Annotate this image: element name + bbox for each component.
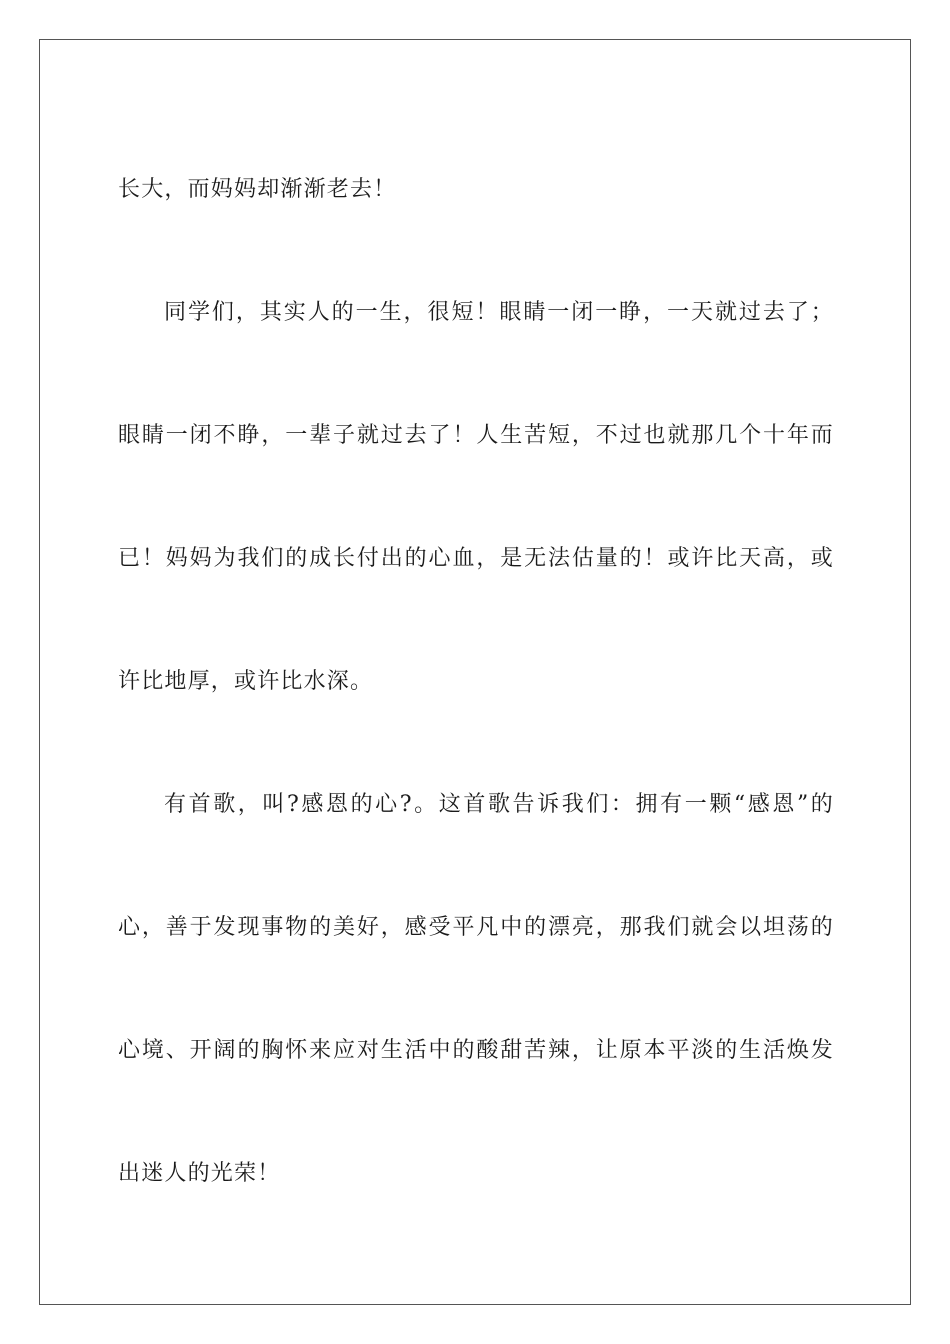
document-body xyxy=(118,128,834,1235)
text-line: 同学们，其实人的一生，很短！眼睛一闭一睁，一天就过去了； xyxy=(164,300,834,325)
text-line: 许比地厚，或许比水深。 xyxy=(118,669,374,694)
text-line: 心境、开阔的胸怀来应对生活中的酸甜苦辣，让原本平淡的生活焕发 xyxy=(118,1038,834,1063)
text-line: 已！妈妈为我们的成长付出的心血，是无法估量的！或许比天高，或 xyxy=(118,546,834,571)
text-line: 有首歌，叫?感恩的心?。这首歌告诉我们：拥有一颗“感恩”的 xyxy=(164,792,834,817)
text-line: 出迷人的光荣！ xyxy=(118,1161,281,1186)
text-line: 眼睛一闭不睁，一辈子就过去了！人生苦短，不过也就那几个十年而 xyxy=(118,423,834,448)
text-line: 长大，而妈妈却渐渐老去！ xyxy=(118,177,397,202)
text-line: 心，善于发现事物的美好，感受平凡中的漂亮，那我们就会以坦荡的 xyxy=(118,915,834,940)
